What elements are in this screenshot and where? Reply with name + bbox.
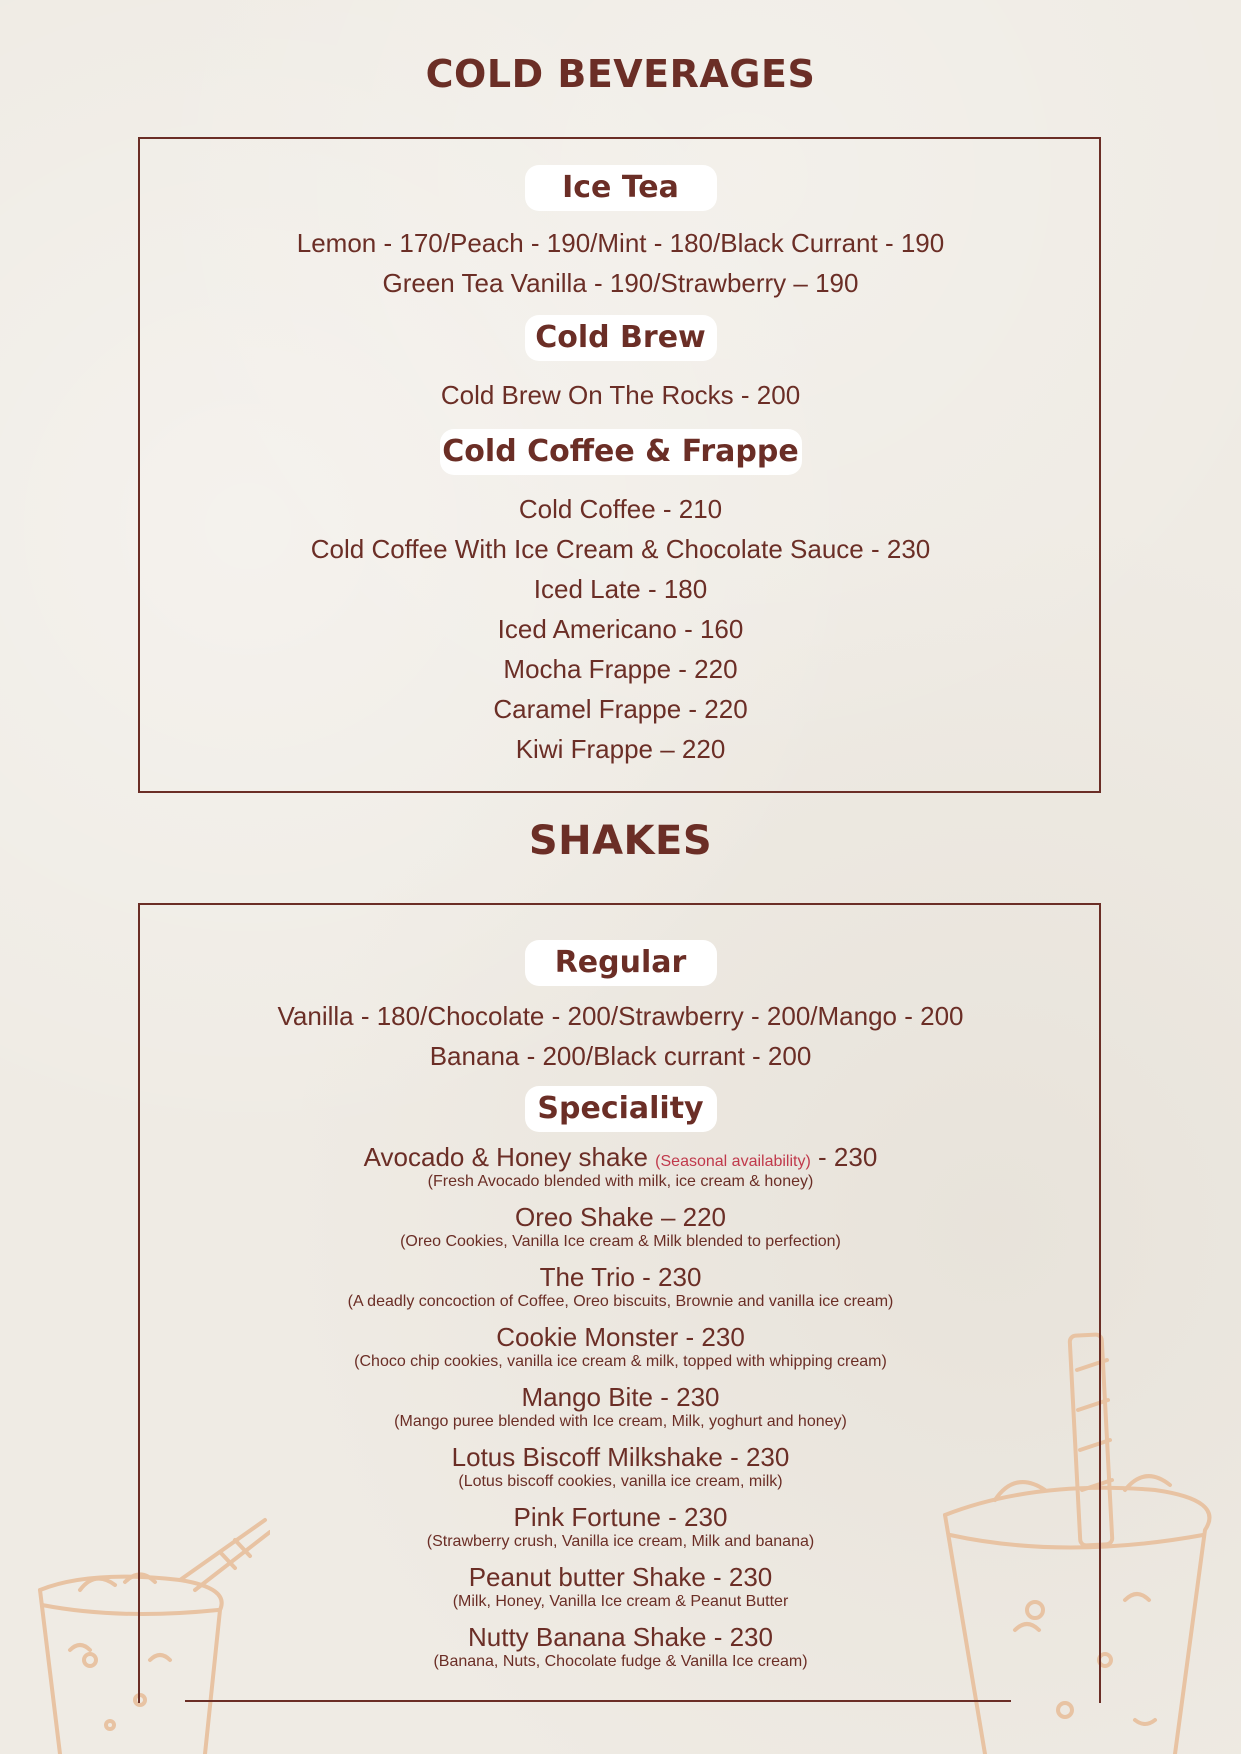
cold-coffee-item: Mocha Frappe - 220	[503, 654, 738, 684]
cold-coffee-frappe-heading: Cold Coffee & Frappe	[440, 429, 802, 475]
avocado-shake-price: - 230	[818, 1142, 878, 1172]
cold-brew-heading: Cold Brew	[525, 315, 717, 361]
cold-coffee-item: Kiwi Frappe – 220	[515, 734, 726, 764]
avocado-shake-name: Avocado & Honey shake	[363, 1142, 648, 1172]
speciality-item-title: Cookie Monster - 230	[496, 1322, 745, 1352]
cold-beverages-title: COLD BEVERAGES	[425, 52, 816, 96]
shakes-bottom-rule	[185, 1700, 1011, 1702]
speciality-item-title: Nutty Banana Shake - 230	[468, 1622, 773, 1652]
regular-line-2: Banana - 200/Black currant - 200	[429, 1041, 812, 1071]
cold-coffee-item: Cold Coffee - 210	[518, 494, 723, 524]
ice-tea-line-1: Lemon - 170/Peach - 190/Mint - 180/Black Currant - 190	[296, 228, 945, 258]
speciality-item-description: (Banana, Nuts, Chocolate fudge & Vanilla Ice cream)	[433, 1653, 808, 1670]
cold-coffee-item: Iced Late - 180	[533, 574, 708, 604]
speciality-item-description: (Milk, Honey, Vanilla Ice cream & Peanut Butter	[452, 1593, 789, 1610]
regular-heading: Regular	[525, 940, 717, 986]
speciality-item-description: (Lotus biscoff cookies, vanilla ice cream, milk)	[458, 1473, 783, 1490]
ice-tea-heading: Ice Tea	[525, 165, 717, 211]
speciality-item-description: (Mango puree blended with Ice cream, Milk, yoghurt and honey)	[394, 1413, 847, 1430]
avocado-shake-title	[0, 1142, 1241, 1173]
speciality-item-description: (Choco chip cookies, vanilla ice cream & milk, topped with whipping cream)	[354, 1353, 887, 1370]
speciality-item-description: (A deadly concoction of Coffee, Oreo biscuits, Brownie and vanilla ice cream)	[347, 1293, 894, 1310]
seasonal-availability-note: (Seasonal availability)	[655, 1153, 811, 1170]
speciality-item-title: Lotus Biscoff Milkshake - 230	[451, 1442, 790, 1472]
shakes-title: SHAKES	[528, 818, 713, 864]
cold-coffee-item: Iced Americano - 160	[497, 614, 744, 644]
avocado-shake-description: (Fresh Avocado blended with milk, ice cream & honey)	[427, 1173, 814, 1190]
speciality-item-title: Peanut butter Shake - 230	[468, 1562, 773, 1592]
speciality-item-title: Pink Fortune - 230	[513, 1502, 728, 1532]
cold-coffee-item: Caramel Frappe - 220	[493, 694, 748, 724]
speciality-item-description: (Oreo Cookies, Vanilla Ice cream & Milk blended to perfection)	[400, 1233, 841, 1250]
cold-brew-item: Cold Brew On The Rocks - 200	[440, 380, 801, 410]
ice-tea-line-2: Green Tea Vanilla - 190/Strawberry – 190	[382, 268, 859, 298]
cold-coffee-item: Cold Coffee With Ice Cream & Chocolate Sauce - 230	[310, 534, 931, 564]
speciality-item-title: Oreo Shake – 220	[514, 1202, 727, 1232]
speciality-heading: Speciality	[525, 1086, 717, 1132]
speciality-item-title: The Trio - 230	[539, 1262, 702, 1292]
speciality-item-title: Mango Bite - 230	[521, 1382, 720, 1412]
regular-line-1: Vanilla - 180/Chocolate - 200/Strawberry - 200/Mango - 200	[277, 1001, 964, 1031]
speciality-item-description: (Strawberry crush, Vanilla ice cream, Milk and banana)	[426, 1533, 815, 1550]
